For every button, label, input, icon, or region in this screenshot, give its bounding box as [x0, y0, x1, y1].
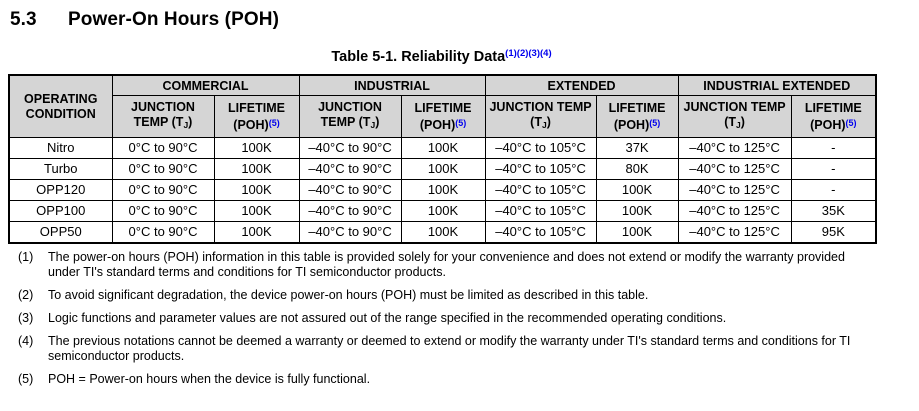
footnote-3 [18, 311, 919, 326]
table-subheader-row [9, 96, 876, 138]
cell-operating-condition: Nitro [9, 138, 112, 159]
junction-temp-subscript: J [370, 120, 376, 130]
cell-industrial-junction-temp: –40°C to 90°C [299, 222, 401, 244]
group-header-industrial-extended: INDUSTRIAL EXTENDED [678, 75, 876, 96]
footnote-4 [18, 334, 919, 364]
cell-extended-junction-temp: –40°C to 105°C [485, 222, 596, 244]
cell-extended-lifetime-poh: 100K [596, 201, 678, 222]
extended-junction-temp-header [485, 96, 596, 138]
footnote-text: To avoid significant degradation, the device power-on hours (POH) must be limited as described in this table. [48, 288, 649, 302]
footnote-5 [18, 372, 919, 387]
industrial-lifetime-poh-header [401, 96, 485, 138]
footnotes-section [18, 250, 919, 387]
cell-extended-junction-temp: –40°C to 105°C [485, 159, 596, 180]
operating-condition-header: OPERATING CONDITION [9, 75, 112, 138]
footnote-2 [18, 288, 919, 303]
cell-industrial-junction-temp: –40°C to 90°C [299, 138, 401, 159]
section-title: Power-On Hours (POH) [68, 9, 280, 30]
group-header-commercial: COMMERCIAL [112, 75, 299, 96]
junction-temp-subscript: J [541, 120, 547, 130]
table-row [9, 159, 876, 180]
group-header-extended: EXTENDED [485, 75, 678, 96]
footnote-number: (4) [18, 334, 34, 348]
cell-industrial-extended-lifetime-poh: 35K [791, 201, 876, 222]
extended-lifetime-poh-header [596, 96, 678, 138]
reliability-table [8, 74, 877, 244]
cell-industrial-lifetime-poh: 100K [401, 138, 485, 159]
cell-industrial-junction-temp: –40°C to 90°C [299, 159, 401, 180]
cell-industrial-junction-temp: –40°C to 90°C [299, 201, 401, 222]
footnote-number: (3) [18, 311, 34, 325]
table-row [9, 222, 876, 244]
cell-industrial-extended-lifetime-poh: 95K [791, 222, 876, 244]
cell-industrial-extended-junction-temp: –40°C to 125°C [678, 138, 791, 159]
document-page [0, 9, 919, 411]
table-row [9, 138, 876, 159]
cell-extended-junction-temp: –40°C to 105°C [485, 201, 596, 222]
lifetime-label: LIFETIME (POH) [608, 100, 666, 132]
cell-operating-condition: OPP100 [9, 201, 112, 222]
cell-extended-lifetime-poh: 37K [596, 138, 678, 159]
group-header-industrial: INDUSTRIAL [299, 75, 485, 96]
cell-industrial-extended-lifetime-poh: - [791, 180, 876, 201]
lifetime-label: LIFETIME (POH) [804, 100, 862, 132]
footnote-number: (2) [18, 288, 34, 302]
cell-commercial-junction-temp: 0°C to 90°C [112, 180, 214, 201]
cell-extended-junction-temp: –40°C to 105°C [485, 180, 596, 201]
cell-industrial-extended-lifetime-poh: - [791, 138, 876, 159]
footnote-number: (1) [18, 250, 34, 264]
junction-temp-label: JUNCTION TEMP (T [489, 100, 592, 129]
cell-industrial-lifetime-poh: 100K [401, 159, 485, 180]
cell-extended-lifetime-poh: 100K [596, 180, 678, 201]
footnote-5-ref-link[interactable]: (5) [649, 117, 661, 128]
cell-industrial-lifetime-poh: 100K [401, 222, 485, 244]
junction-temp-suffix: ) [375, 115, 380, 129]
industrial-extended-junction-temp-header [678, 96, 791, 138]
cell-commercial-lifetime-poh: 100K [214, 201, 299, 222]
footnote-text: Logic functions and parameter values are not assured out of the range specified in the recommended operating conditions. [48, 311, 727, 325]
cell-operating-condition: OPP50 [9, 222, 112, 244]
cell-operating-condition: Turbo [9, 159, 112, 180]
table-title-text: Table 5-1. Reliability Data [331, 49, 506, 65]
junction-temp-label: JUNCTION TEMP (T [131, 100, 195, 129]
table-row [9, 180, 876, 201]
cell-industrial-lifetime-poh: 100K [401, 201, 485, 222]
section-heading [10, 9, 919, 31]
cell-commercial-junction-temp: 0°C to 90°C [112, 201, 214, 222]
lifetime-label: LIFETIME (POH) [228, 100, 285, 132]
cell-commercial-junction-temp: 0°C to 90°C [112, 138, 214, 159]
footnote-5-ref-link[interactable]: (5) [268, 117, 280, 128]
junction-temp-suffix: ) [740, 115, 745, 129]
junction-temp-subscript: J [183, 120, 189, 130]
footnote-1 [18, 250, 919, 280]
cell-extended-junction-temp: –40°C to 105°C [485, 138, 596, 159]
cell-industrial-extended-junction-temp: –40°C to 125°C [678, 201, 791, 222]
section-number: 5.3 [10, 9, 37, 30]
footnote-5-ref-link[interactable]: (5) [455, 117, 467, 128]
cell-commercial-junction-temp: 0°C to 90°C [112, 159, 214, 180]
footnote-text: POH = Power-on hours when the device is fully functional. [48, 372, 371, 386]
cell-industrial-lifetime-poh: 100K [401, 180, 485, 201]
lifetime-label: LIFETIME (POH) [414, 100, 472, 132]
cell-commercial-lifetime-poh: 100K [214, 222, 299, 244]
cell-extended-lifetime-poh: 100K [596, 222, 678, 244]
junction-temp-label: JUNCTION TEMP (T [683, 100, 786, 129]
cell-commercial-junction-temp: 0°C to 90°C [112, 222, 214, 244]
industrial-junction-temp-header [299, 96, 401, 138]
cell-industrial-extended-junction-temp: –40°C to 125°C [678, 159, 791, 180]
footnote-number: (5) [18, 372, 34, 386]
table-row [9, 201, 876, 222]
cell-industrial-extended-junction-temp: –40°C to 125°C [678, 222, 791, 244]
footnote-text: The previous notations cannot be deemed a warranty or deemed to extend or modify the warranty under TI's standard terms and conditions for TI semiconductor products. [48, 334, 851, 363]
table-group-header-row [9, 75, 876, 96]
cell-industrial-extended-lifetime-poh: - [791, 159, 876, 180]
industrial-extended-lifetime-poh-header [791, 96, 876, 138]
footnote-ref-links[interactable]: (1)(2)(3)(4) [505, 48, 552, 59]
junction-temp-label: JUNCTION TEMP (T [318, 100, 382, 129]
cell-industrial-junction-temp: –40°C to 90°C [299, 180, 401, 201]
junction-temp-suffix: ) [546, 115, 551, 129]
commercial-junction-temp-header [112, 96, 214, 138]
cell-commercial-lifetime-poh: 100K [214, 138, 299, 159]
commercial-lifetime-poh-header [214, 96, 299, 138]
junction-temp-suffix: ) [188, 115, 193, 129]
cell-operating-condition: OPP120 [9, 180, 112, 201]
table-title [8, 48, 875, 65]
cell-commercial-lifetime-poh: 100K [214, 180, 299, 201]
cell-extended-lifetime-poh: 80K [596, 159, 678, 180]
cell-commercial-lifetime-poh: 100K [214, 159, 299, 180]
footnote-5-ref-link[interactable]: (5) [845, 117, 857, 128]
footnote-text: The power-on hours (POH) information in this table is provided solely for your convenience and does not extend or modify the warranty provided under TI's standard terms and conditions for TI semiconductor products. [48, 250, 845, 279]
junction-temp-subscript: J [736, 120, 741, 130]
cell-industrial-extended-junction-temp: –40°C to 125°C [678, 180, 791, 201]
